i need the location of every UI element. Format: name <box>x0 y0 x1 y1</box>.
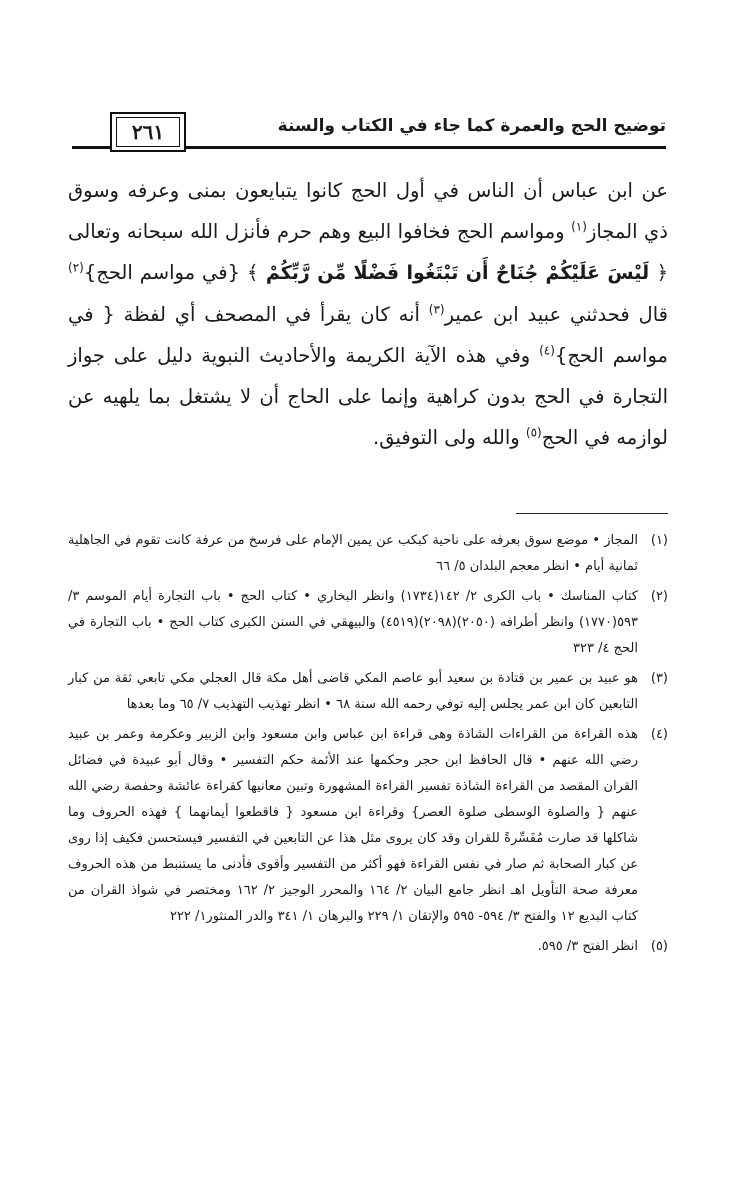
footnote <box>68 666 668 718</box>
text-segment: والله ولى التوفيق. <box>373 426 526 449</box>
main-text <box>68 170 668 458</box>
text-segment: ومواسم الحج فخافوا البيع وهم حرم فأنزل الله سبحانه وتعالى ﴿ <box>68 220 669 284</box>
footnote-number: (٥) <box>650 939 668 954</box>
text-segment: ﴾ {في مواسم الحج} <box>83 261 259 284</box>
text-segment: وفي هذه الآية الكريمة والأحاديث النبوية دليل على جواز التجارة في الحج بدون كراهية وإنما على الحاج أن لا يشتغل بما يلهيه عن لوازمه في الحج <box>68 344 668 449</box>
header-rule <box>186 146 666 149</box>
page-number: ٢٦١ <box>116 117 180 147</box>
footnote-number: (٢) <box>650 589 668 604</box>
footnote-text: هذه القراءة من القراءات الشاذة وهى قراءة ابن عباس وابن مسعود وابن الزبير وعكرمة وعمر بن عبيد رضي الله عنهم • قال الحافظ ابن حجر وحكمها عند الأئمة حكم التفسير • وقال أبو عبيدة في فضائل القران المقصد من القراءة الشاذة تفسير القراءة المشهورة وتبين معانيها كقراءة عائشة وحفصة رضي الله عنهم { والصلوة الوسطى صلوة العصر} وقراءة ابن مسعود { فاقطعوا أيمانهما } فهذه الحروف وما شاكلها قد صارت مُفَسِّرةً للقران وقد كان يروى مثل هذا عن التابعين في التفسير فيستحسن فكيف إذا روى عن كبار الصحابة ثم صار في نفس القراءة فهو أكثر من التفسير وأقوى فأدنى ما يستنبط من هذه الحروف معرفة صحة التأويل اهـ انظر جامع البيان ٢/ ١٦٤ والمحرر الوجيز ٢/ ١٦٢ ومختصر في شواذ القران من كتاب البديع ١٢ والفتح ٣/ ٥٩٤- ٥٩٥ والإتقان ١/ ٢٢٩ والبرهان ١/ ٣٤١ والدر المنثور١/ ٢٢٢ <box>68 727 639 924</box>
footnote <box>68 584 668 662</box>
footnote-ref: (١) <box>571 219 587 234</box>
page-header <box>72 112 666 156</box>
footnote-text: كتاب المناسك • باب الكرى ٢/ ١٤٢(١٧٣٤) وانظر البخاري • كتاب الحج • باب التجارة أيام الموسم ٣/ ٥٩٣(١٧٧٠) وانظر أطرافه (٢٠٥٠)(٢٠٩٨)(٤٥١٩) والبيهقي في السنن الكبرى كتاب الحج • باب التجارة في الحج ٤/ ٣٢٣ <box>68 589 639 656</box>
footnote-ref: (٤) <box>539 343 555 358</box>
text-segment: أنه كان يقرأ في المصحف أي لفظة { في مواسم الحج} <box>68 303 668 367</box>
text-segment: عن ابن عباس أن الناس في أول الحج كانوا يتبايعون بمنى وعرفه وسوق ذي المجاز <box>68 179 668 243</box>
footnote <box>68 528 668 580</box>
footnote-number: (٣) <box>650 671 668 686</box>
footnote-number: (٤) <box>650 727 668 742</box>
footnote-ref: (٣) <box>428 302 445 317</box>
header-rule-left <box>72 146 110 149</box>
footnote-separator <box>516 513 668 514</box>
page-number-frame <box>110 112 186 152</box>
footnote-number: (١) <box>650 533 668 548</box>
footnotes <box>68 528 668 964</box>
footnote <box>68 722 668 930</box>
footnote-ref: (٥) <box>525 425 542 440</box>
running-title: توضيح الحج والعمرة كما جاء في الكتاب والسنة <box>277 116 666 136</box>
main-paragraph <box>68 170 668 458</box>
footnote <box>68 934 668 960</box>
footnote-text: انظر الفتح ٣/ ٥٩٥. <box>537 939 638 954</box>
quran-verse: لَيْسَ عَلَيْكُمْ جُنَاحٌ أَن تَبْتَغُوا فَضْلًا مِّن رَّبِّكُمْ <box>258 262 657 284</box>
footnote-text: المجاز • موضع سوق بعرفه على ناحية كبكب عن يمين الإمام على فرسخ من عرفة كانت تقوم في الجاهلية ثمانية أيام • انظر معجم البلدان ٥/ ٦٦ <box>68 533 638 574</box>
text-segment: قال فحدثني عبيد ابن عمير <box>444 303 668 326</box>
footnote-text: هو عبيد بن عمير بن قتادة بن سعيد أبو عاصم المكي قاضى أهل مكة قال العجلي مكي تابعي ثقة من كبار التابعين كان ابن عمر يجلس إليه توفي رحمه الله سنة ٦٨ • انظر تهذيب التهذيب ٧/ ٦٥ وما بعدها <box>68 671 638 712</box>
footnote-ref: (٢) <box>68 260 84 275</box>
